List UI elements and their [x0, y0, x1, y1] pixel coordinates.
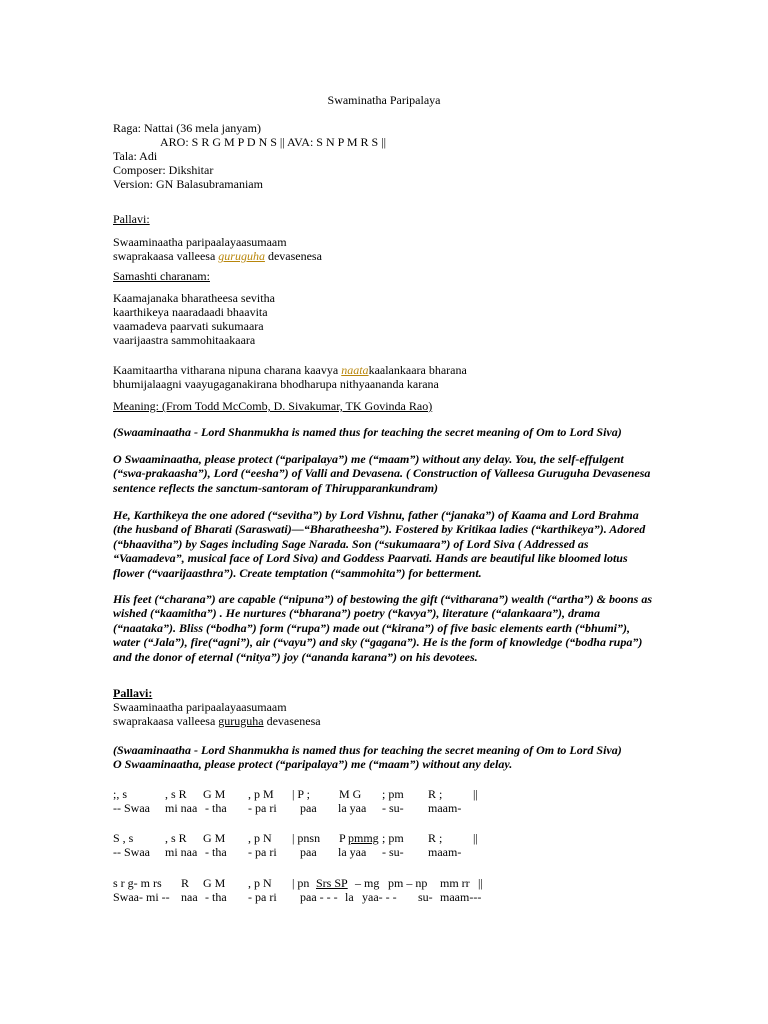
swara: ||	[473, 831, 478, 845]
swara: R	[181, 876, 190, 890]
swara: G M	[203, 787, 226, 801]
swara: s r g- m rs	[113, 876, 162, 890]
lyric: maam-	[428, 845, 462, 859]
lyric: mi naa	[165, 845, 198, 859]
swara: M G	[339, 787, 362, 801]
guruguha-link[interactable]: guruguha	[218, 249, 265, 263]
naata-link[interactable]: naata	[341, 363, 369, 377]
meaning-paragraph-3: His feet (“charana”) are capable (“nipuna”) of bestowing the gift (“vitharana”) wealth (“artha”) & boons as wished (“kaamitha”) . He nurtures (“bharana”) poetry (“kavya”), literature (“alankaara”), drama (“naataka”). Bliss (“bodha”) form (“rupa”) made out (“kirana”) of five basic elements earth (“bhumi”), water (“Jala”), fire(“agni”), air (“vayu”) and sky (“gagana”). He is the form of knowledge (“bodha rupa”) and the donor of eternal (“nitya”) joy (“ananda karana”) on his devotees.	[113, 592, 653, 664]
swara: ||	[473, 787, 478, 801]
lyric: - pa ri	[248, 890, 277, 904]
scale-line: ARO: S R G M P D N S || AVA: S N P M R S ||	[160, 135, 387, 149]
lyric: paa	[300, 845, 317, 859]
swara: mm rr	[440, 876, 470, 890]
lyric: su-	[418, 890, 433, 904]
lyric: maam---	[440, 890, 482, 904]
swara: | pn	[292, 876, 310, 890]
swara: ; pm	[382, 831, 404, 845]
pallavi-intro: O Swaaminaatha, please protect (“paripalaya”) me (“maam”) without any delay.	[113, 757, 513, 771]
tala-line: Tala: Adi	[113, 149, 158, 163]
swara: , s R	[165, 831, 187, 845]
lyric: - tha	[205, 845, 227, 859]
lyric: - su-	[382, 801, 404, 815]
lyric: - tha	[205, 801, 227, 815]
swara: Srs SP	[316, 876, 348, 890]
lyric: yaa- - -	[362, 890, 397, 904]
charanam-line: bhumijalaagni vaayugaganakirana bhodharupa nithyaananda karana	[113, 377, 439, 391]
lyric: mi naa	[165, 801, 198, 815]
swara: , s R	[165, 787, 187, 801]
swara: , p N	[248, 831, 272, 845]
lyric: - pa ri	[248, 845, 277, 859]
swara: ; pm	[382, 787, 404, 801]
composer-line: Composer: Dikshitar	[113, 163, 214, 177]
swara: ;, s	[113, 787, 128, 801]
raga-line: Raga: Nattai (36 mela janyam)	[113, 121, 261, 135]
swara: , p M	[248, 787, 274, 801]
lyric: - tha	[205, 890, 227, 904]
swara: R ;	[428, 787, 443, 801]
charanam-line: vaamadeva paarvati sukumaara	[113, 319, 264, 333]
lyric: paa	[300, 801, 317, 815]
meaning-paragraph-2: He, Karthikeya the one adored (“sevitha”) by Lord Vishnu, father (“janaka”) of Kaama and Lord Brahma (the husband of Bharati (Saraswati)—“Bharatheesha”). Fostered by Kritikaa ladies (“karthikeya”). Adored (“bhaavitha”) by Sages including Sage Narada. Son (“sukumaara”) of Lord Siva ( Addressed as “Vaamadeva”, musical face of Lord Siva) and Goddess Paarvati. Hands are beautiful like bloomed lotus flower (“vaarijaasthra”). Create temptation (“sammohita”) for betterment.	[113, 508, 646, 580]
swara: | P ;	[292, 787, 310, 801]
pallavi-heading-2: Pallavi:	[113, 686, 153, 700]
lyric: naa	[181, 890, 198, 904]
lyric: -- Swaa	[113, 801, 150, 815]
lyric: - su-	[382, 845, 404, 859]
swara: R ;	[428, 831, 443, 845]
swara: G M	[203, 831, 226, 845]
lyric: la	[345, 890, 354, 904]
pallavi-line: Swaaminaatha paripaalayaasumaam	[113, 235, 287, 249]
guruguha-text: guruguha	[218, 714, 264, 728]
swara: S , s	[113, 831, 134, 845]
lyric: -- Swaa	[113, 845, 150, 859]
swara: G M	[203, 876, 226, 890]
pallavi-line: Swaaminaatha paripaalayaasumaam	[113, 700, 287, 714]
charanam-line: vaarijaastra sammohitaakaara	[113, 333, 256, 347]
swara: , p N	[248, 876, 272, 890]
meaning-intro: (Swaaminaatha - Lord Shanmukha is named thus for teaching the secret meaning of Om to Lord Siva)	[113, 425, 622, 439]
pallavi-line: swaprakaasa valleesa guruguha devasenesa	[113, 249, 322, 263]
meaning-paragraph-1: O Swaaminaatha, please protect (“paripalaya”) me (“maam”) without any delay. You, the self-effulgent (“swa-prakaasha”), Lord (“eesha”) of Valli and Devasena. ( Construction of Valleesa Guruguha Devasenesa sentence reflects the sanctum-santoram of Thirupparankundram)	[113, 452, 651, 495]
lyric: Swaa- mi --	[113, 890, 170, 904]
swara: | pnsn	[292, 831, 321, 845]
swara: pm – np	[388, 876, 428, 890]
charanam-heading: Samashti charanam:	[113, 269, 210, 283]
lyric: la yaa	[338, 801, 367, 815]
page-title: Swaminatha Paripalaya	[327, 93, 441, 107]
pallavi-heading: Pallavi:	[113, 212, 150, 226]
lyric: - pa ri	[248, 801, 277, 815]
charanam-line: Kaamajanaka bharatheesa sevitha	[113, 291, 275, 305]
charanam-line: kaarthikeya naaradaadi bhaavita	[113, 305, 268, 319]
version-line: Version: GN Balasubramaniam	[113, 177, 263, 191]
swara: – mg	[355, 876, 380, 890]
lyric: paa - - -	[300, 890, 338, 904]
swara: pmmg	[348, 831, 379, 845]
swara: P	[339, 831, 346, 845]
charanam-line: Kaamitaartha vitharana nipuna charana kaavya naatakaalankaara bharana	[113, 363, 467, 377]
lyric: la yaa	[338, 845, 367, 859]
lyric: maam-	[428, 801, 462, 815]
pallavi-line: swaprakaasa valleesa guruguha devasenesa	[113, 714, 321, 728]
meaning-heading: Meaning: (From Todd McComb, D. Sivakumar, TK Govinda Rao)	[113, 399, 433, 413]
swara: ||	[478, 876, 483, 890]
pallavi-intro: (Swaaminaatha - Lord Shanmukha is named thus for teaching the secret meaning of Om to Lord Siva)	[113, 743, 622, 757]
